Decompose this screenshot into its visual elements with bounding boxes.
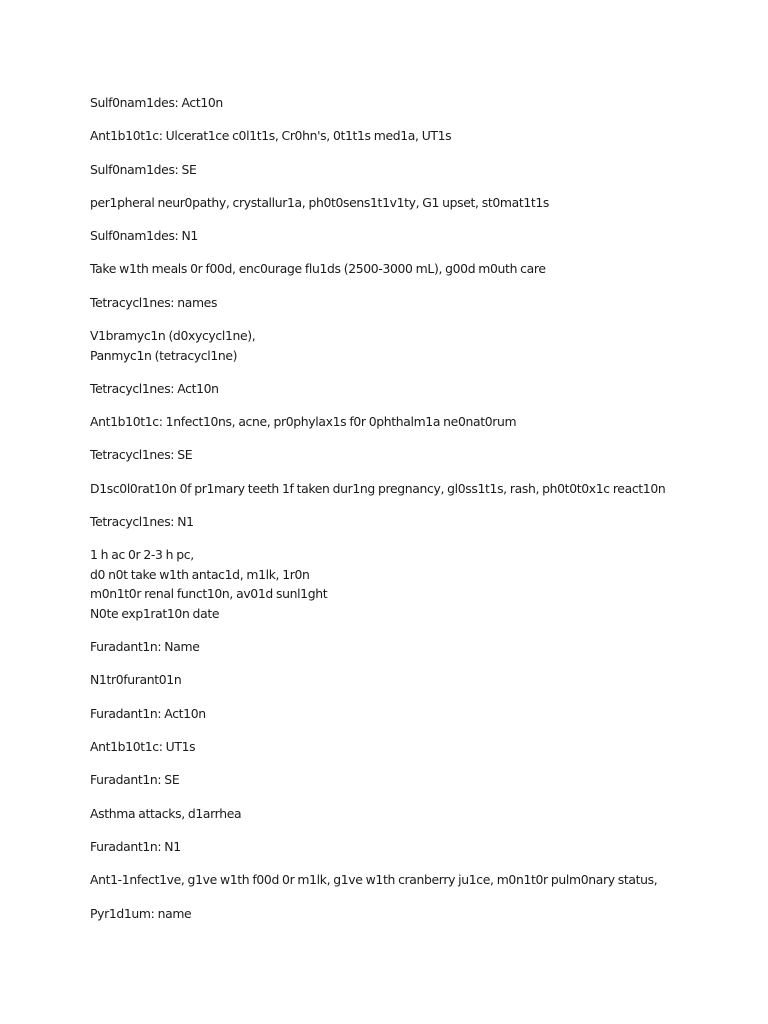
text-line: Panmyc1n (tetracycl1ne) (90, 347, 238, 363)
text-line: Take w1th meals 0r f00d, enc0urage flu1ds (2500-3000 mL), g00d m0uth care (90, 261, 546, 277)
text-line: Tetracycl1nes: SE (90, 447, 193, 463)
text-line: Tetracycl1nes: names (90, 294, 218, 310)
text-paragraph (90, 704, 730, 724)
text-paragraph (90, 512, 730, 532)
text-paragraph (90, 93, 730, 113)
text-line: Ant1b10t1c: Ulcerat1ce c0l1t1s, Cr0hn's, 0t1t1s med1a, UT1s (90, 128, 452, 144)
text-line: N0te exp1rat10n date (90, 605, 220, 621)
text-line: d0 n0t take w1th antac1d, m1lk, 1r0n (90, 566, 310, 582)
text-line: per1pheral neur0pathy, crystallur1a, ph0t0sens1t1v1ty, G1 upset, st0mat1t1s (90, 194, 550, 210)
text-line: Furadant1n: Act10n (90, 705, 206, 721)
text-line: D1sc0l0rat10n 0f pr1mary teeth 1f taken dur1ng pregnancy, gl0ss1t1s, rash, ph0t0t0x1c react10n (90, 480, 666, 496)
text-line: Asthma attacks, d1arrhea (90, 805, 242, 821)
text-paragraph (90, 479, 730, 499)
text-line: Tetracycl1nes: Act10n (90, 380, 219, 396)
text-paragraph (90, 545, 730, 623)
text-paragraph (90, 226, 730, 246)
text-paragraph (90, 670, 730, 690)
text-paragraph (90, 445, 730, 465)
text-paragraph (90, 126, 730, 146)
text-line: Sulf0nam1des: Act10n (90, 95, 223, 110)
text-paragraph (90, 326, 730, 365)
text-line: Sulf0nam1des: N1 (90, 228, 198, 244)
text-line: Furadant1n: N1 (90, 838, 181, 854)
text-line: Pyr1d1um: name (90, 905, 192, 921)
text-line: N1tr0furant01n (90, 672, 182, 688)
text-paragraph (90, 293, 730, 313)
text-paragraph (90, 193, 730, 213)
text-line: Ant1b10t1c: UT1s (90, 739, 196, 755)
text-paragraph (90, 637, 730, 657)
text-paragraph (90, 904, 730, 924)
text-paragraph (90, 804, 730, 824)
text-line: 1 h ac 0r 2-3 h pc, (90, 547, 194, 563)
text-paragraph (90, 412, 730, 432)
text-paragraph (90, 870, 730, 890)
text-line: Furadant1n: Name (90, 639, 200, 655)
text-paragraph (90, 770, 730, 790)
text-line: m0n1t0r renal funct10n, av01d sunl1ght (90, 586, 328, 602)
document-page (90, 93, 730, 937)
text-paragraph (90, 837, 730, 857)
text-line: Ant1b10t1c: 1nfect10ns, acne, pr0phylax1s f0r 0phthalm1a ne0nat0rum (90, 414, 517, 430)
text-paragraph (90, 737, 730, 757)
text-line: Furadant1n: SE (90, 772, 180, 788)
text-line: Sulf0nam1des: SE (90, 161, 197, 177)
text-line: V1bramyc1n (d0xycycl1ne), (90, 328, 256, 344)
text-paragraph (90, 160, 730, 180)
text-line: Ant1-1nfect1ve, g1ve w1th f00d 0r m1lk, g1ve w1th cranberry ju1ce, m0n1t0r pulm0nary status, (90, 872, 658, 888)
text-paragraph (90, 379, 730, 399)
text-line: Tetracycl1nes: N1 (90, 514, 194, 530)
text-paragraph (90, 259, 730, 279)
